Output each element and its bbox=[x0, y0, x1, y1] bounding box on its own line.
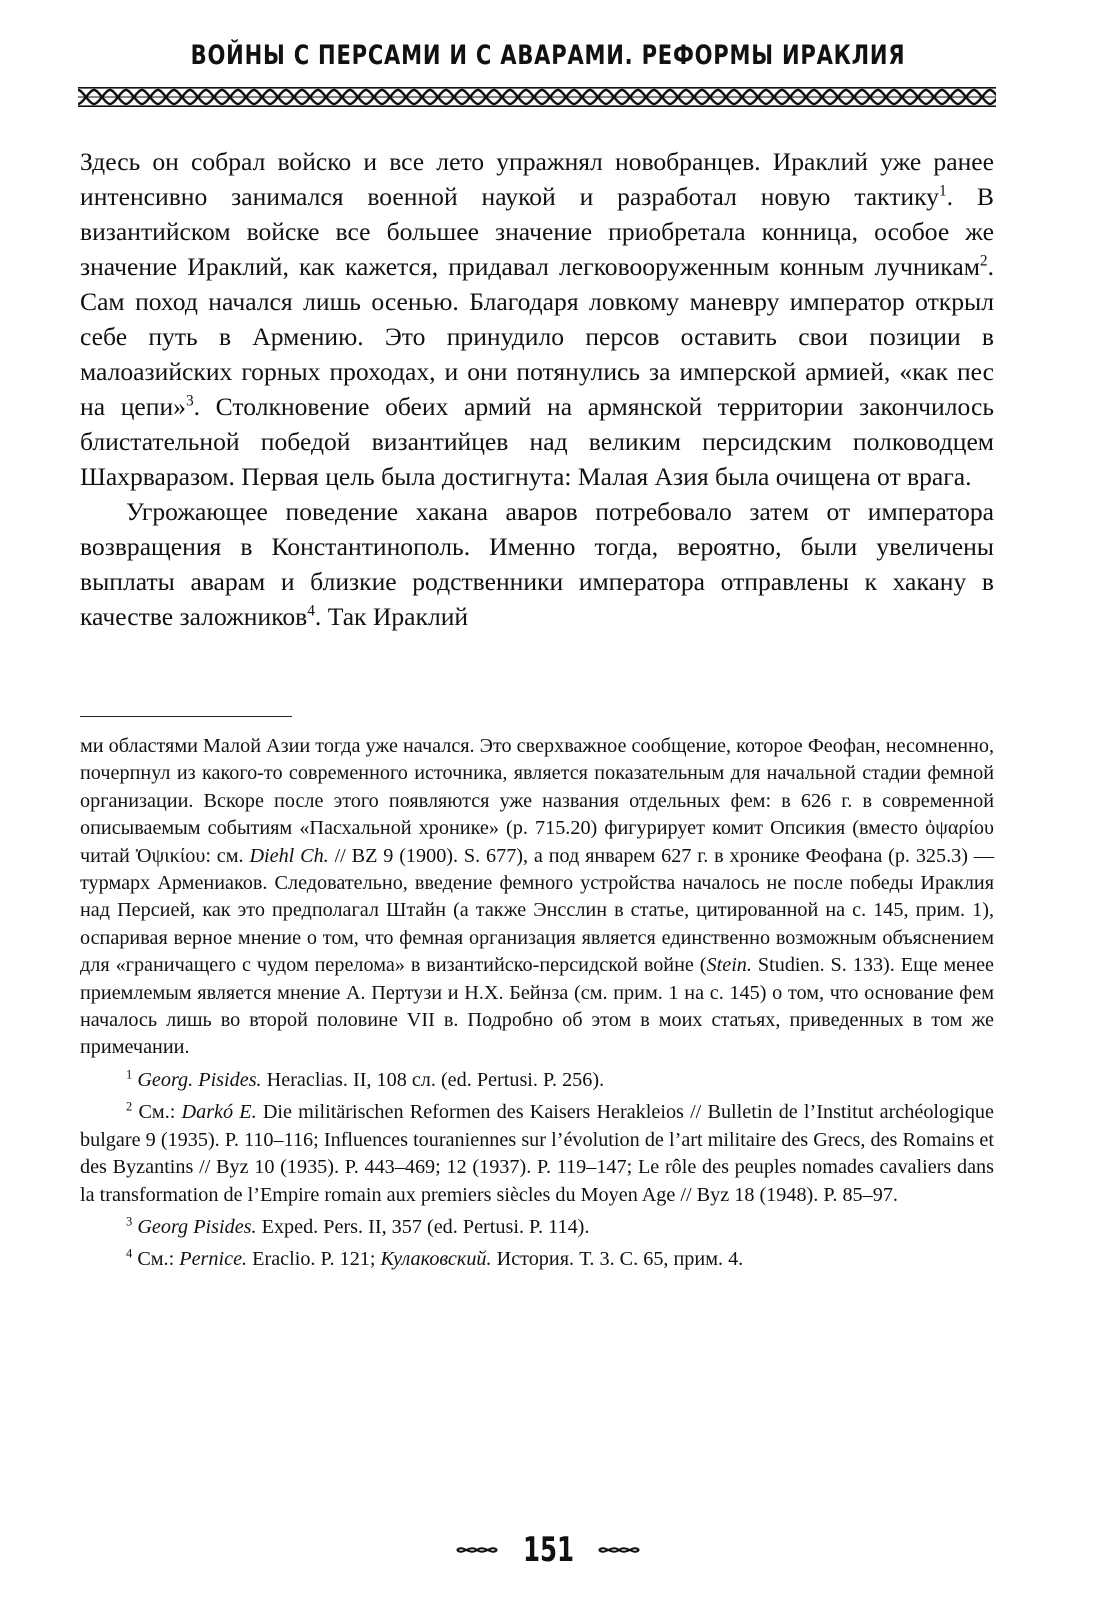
folio-ornament-right-icon bbox=[597, 1543, 641, 1557]
folio bbox=[0, 1530, 1096, 1570]
footnotes bbox=[80, 733, 994, 1274]
footnote-continuation: ми областями Малой Азии тогда уже начался. Это сверхважное сообщение, которое Феофан, несомненно, почерпнул из какого-то современного источника, является показательным для начальной стадии фемной организации. Вскоре после этого появляются уже названия отдельных фем: в 626 г. в современной описываемым событиям «Пасхальной хронике» (p. 715.20) фигурирует комит Опсикия (вместо ὀψαρίου читай Ὀψικίου: см. Diehl Ch. // BZ 9 (1900). S. 677), а под январем 627 г. в хронике Феофана (p. 325.3) — турмарх Армениаков. Следовательно, введение фемного устройства началось не после победы Ираклия над Персией, как это предполагал Штайн (а также Энсслин в статье, цитированной на с. 145, прим. 1), оспаривая верное мнение о том, что фемная организация является единственно возможным объяснением для «граничащего с чудом перелома» в византийско-персидской войне (Stein. Studien. S. 133). Еще менее приемлемым является мнение А. Пертузи и Н.Х. Бейнза (см. прим. 1 на с. 145) о том, что основание фем началось лишь во второй половине VII в. Подробно об этом в моих статьях, приведенных в том же примечании. bbox=[80, 735, 994, 1059]
footnote-3: $^3$ Georg Pisides. Exped. Pers. II, 357 (ed. Pertusi. P. 114). bbox=[126, 1214, 590, 1238]
footnote-1: $^1$ Georg. Pisides. Heraclias. II, 108 сл. (ed. Pertusi. P. 256). bbox=[126, 1067, 605, 1091]
folio-ornament-left-icon bbox=[455, 1543, 499, 1557]
footnote-ref-1: 1 bbox=[938, 182, 947, 200]
footnote-4: $^4$ См.: Pernice. Eraclio. P. 121; Кулаковский. История. Т. 3. С. 65, прим. 4. bbox=[126, 1246, 744, 1271]
running-title: ВОЙНЫ С ПЕРСАМИ И С АВАРАМИ. РЕФОРМЫ ИРАКЛИЯ bbox=[190, 40, 906, 71]
footnote-separator bbox=[80, 716, 292, 717]
paragraph-1: Здесь он собрал войско и все лето упражнял новобранцев. Ираклий уже ранее интенсивно занимался военной наукой и разработал новую тактику$^1$. В византийском войске все большее значение приобретала конница, особое же значение Ираклий, как кажется, придавал легковооруженным конным лучникам$^2$. Сам поход начался лишь осенью. Благодаря ловкому маневру император открыл себе путь в Армению. Это принудило персов оставить свои позиции в малоазийских горных проходах, и они потянулись за имперской армией, «как пес на цепи»$^3$. Столкновение обеих армий на армянской территории закончилось блистательной победой византийцев над великим персидским полководцем Шахрваразом. Первая цель была достигнута: Малая Азия была очищена от врага. bbox=[80, 147, 994, 491]
braid-ornament-band bbox=[78, 86, 996, 108]
footnote-ref-3: 3 bbox=[185, 392, 194, 410]
footnote-2: $^2$ См.: Darkó E. Die militärischen Reformen des Kaisers Herakleios // Bulletin de l’Institut archéologique bulgare 9 (1935). P. 110–116; Influences touraniennes sur l’évolution de l’art militaire des Grecs, des Romains et des Byzantins // Byz 10 (1935). P. 443–469; 12 (1937). P. 119–147; Le rôle des peuples nomades cavaliers dans la transformation de l’Empire romain aux premiers siècles du Moyen Age // Byz 18 (1948). P. 85–97. bbox=[80, 1099, 994, 1206]
footnote-ref-4: 4 bbox=[307, 602, 315, 620]
paragraph-2: Угрожающее поведение хакана аваров потребовало затем от императора возвращения в Константинополь. Именно тогда, вероятно, были увеличены выплаты аварам и близкие родственники императора отправлены к хакану в качестве заложников$^4$. Так Ираклий bbox=[80, 497, 994, 631]
page-number: 151 bbox=[522, 1530, 574, 1570]
main-text bbox=[80, 144, 994, 634]
footnote-ref-2: 2 bbox=[979, 252, 988, 270]
